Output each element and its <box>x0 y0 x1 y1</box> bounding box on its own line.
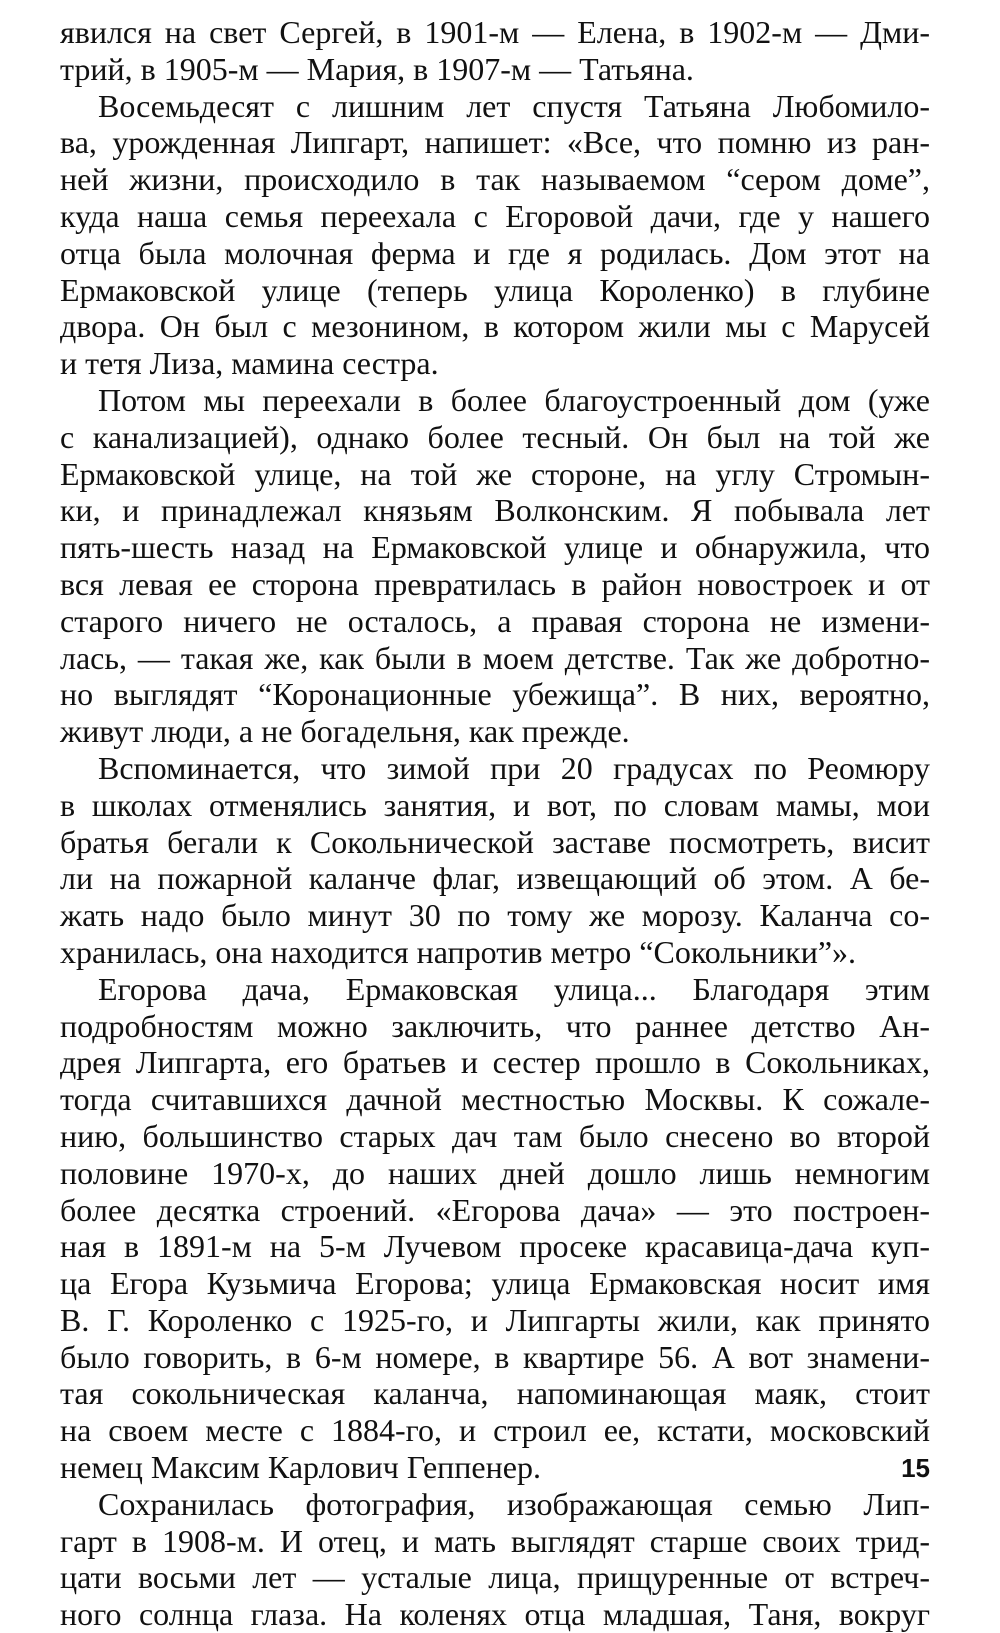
text-line: и тетя Лиза, мамина сестра. <box>60 345 439 382</box>
text-line: нию, большинство старых дач там было снесено во второй <box>60 1117 930 1154</box>
text-line: тогда считавшихся дачной местностью Москвы. К сожале- <box>60 1081 930 1118</box>
text-line: Вспоминается, что зимой при 20 градусах по Реомюру <box>98 749 930 786</box>
text-line: хранилась, она находится напротив метро “Сокольники”». <box>60 933 857 970</box>
text-line: тая сокольническая каланча, напоминающая маяк, стоит <box>60 1375 930 1412</box>
text-line: Восемьдесят с лишним лет спустя Татьяна Любомило- <box>98 87 930 124</box>
text-line: трий, в 1905-м — Мария, в 1907-м — Татьяна. <box>60 50 694 87</box>
text-line: ного солнца глаза. На коленях отца младшая, Таня, вокруг <box>60 1596 930 1633</box>
text-line: немец Максим Карлович Геппенер. <box>60 1449 541 1486</box>
text-line: цати восьми лет — усталые лица, прищуренные от встреч- <box>60 1559 930 1596</box>
text-line: лась, — такая же, как были в моем детстве. Так же добротно- <box>60 639 930 676</box>
text-line: В. Г. Короленко с 1925-го, и Липгарты жили, как принято <box>60 1301 930 1338</box>
text-line: ца Егора Кузьмича Егорова; улица Ермаковская носит имя <box>60 1265 930 1302</box>
text-line: Сохранилась фотография, изображающая семью Лип- <box>98 1485 930 1522</box>
text-line: в школах отменялись занятия, и вот, по словам мамы, мои <box>60 786 930 823</box>
text-line: вся левая ее сторона превратилась в район новостроек и от <box>60 565 930 602</box>
text-line: более десятка строений. «Егорова дача» — это построен- <box>60 1191 930 1228</box>
text-line: ки, и принадлежал князьям Волконским. Я побывала лет <box>60 492 930 529</box>
text-line: Потом мы переехали в более благоустроенный дом (уже <box>98 381 930 418</box>
text-line: Егорова дача, Ермаковская улица... Благодаря этим <box>98 970 930 1007</box>
text-line: ней жизни, происходило в так называемом “сером доме”, <box>60 161 930 198</box>
text-line: Ермаковской улице (теперь улица Короленко) в глубине <box>60 271 930 308</box>
text-line: гарт в 1908-м. И отец, и мать выглядят старше своих трид- <box>60 1522 930 1559</box>
text-line: двора. Он был с мезонином, в котором жили мы с Марусей <box>60 308 930 345</box>
text-line: пять-шесть назад на Ермаковской улице и обнаружила, что <box>60 529 930 566</box>
text-line: старого ничего не осталось, а правая сторона не измени- <box>60 602 930 639</box>
text-line: куда наша семья переехала с Егоровой дачи, где у нашего <box>60 197 930 234</box>
text-line: Ермаковской улице, на той же стороне, на углу Стромын- <box>60 455 930 492</box>
text-line: было говорить, в 6-м номере, в квартире 56. А вот знамени- <box>60 1338 930 1375</box>
text-line: жать надо было минут 30 по тому же морозу. Каланча со- <box>60 897 930 934</box>
text-line: живут люди, а не богадельня, как прежде. <box>60 713 630 750</box>
text-line: с канализацией), однако более тесный. Он был на той же <box>60 418 930 455</box>
text-line: дрея Липгарта, его братьев и сестер прошло в Сокольниках, <box>60 1044 930 1081</box>
book-page-text <box>60 14 930 1633</box>
text-line: ли на пожарной каланче флаг, извещающий об этом. А бе- <box>60 860 930 897</box>
text-line: на своем месте с 1884-го, и строил ее, кстати, московский <box>60 1412 930 1449</box>
page-number: 15 <box>901 1453 930 1483</box>
text-line: но выглядят “Коронационные убежища”. В них, вероятно, <box>60 676 930 713</box>
text-line: явился на свет Сергей, в 1901-м — Елена, в 1902-м — Дми- <box>60 14 930 50</box>
text-line: ная в 1891-м на 5-м Лучевом просеке красавица-дача куп- <box>60 1228 930 1265</box>
text-line: половине 1970-х, до наших дней дошло лишь немногим <box>60 1154 930 1191</box>
text-line: отца была молочная ферма и где я родилась. Дом этот на <box>60 234 930 271</box>
text-line: братья бегали к Сокольнической заставе посмотреть, висит <box>60 823 930 860</box>
text-line: подробностям можно заключить, что раннее детство Ан- <box>60 1007 930 1044</box>
text-line: ва, урожденная Липгарт, напишет: «Все, что помню из ран- <box>60 124 930 161</box>
